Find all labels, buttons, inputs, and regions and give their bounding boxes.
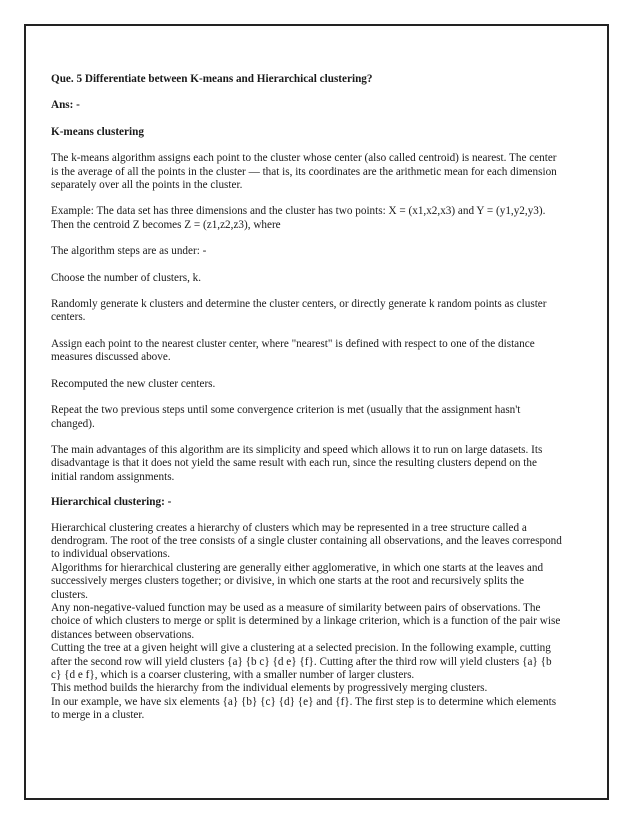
kmeans-heading: K-means clustering	[51, 125, 144, 138]
kmeans-step-2: Randomly generate k clusters and determine the cluster centers, or directly generate k random points as cluster centers.	[51, 298, 547, 324]
answer-label: Ans: -	[51, 99, 80, 112]
question-heading: Que. 5 Differentiate between K-means and Hierarchical clustering?	[51, 73, 373, 85]
hierarchical-paragraph-3: Any non-negative-valued function may be used as a measure of similarity between pairs of observations. The choice of which clusters to merge or split is determined by a linkage criterion, which is a function of the pair wise distances between observations.	[51, 601, 561, 641]
kmeans-step-4: Recomputed the new cluster centers.	[51, 377, 216, 390]
kmeans-advantages-paragraph: The main advantages of this algorithm are its simplicity and speed which allows it to run on large datasets. Its disadvantage is that it does not yield the same result with each run, since the resulting clusters depend on the initial random assignments.	[51, 443, 543, 483]
hierarchical-paragraph-5: This method builds the hierarchy from the individual elements by progressively merging clusters.	[51, 682, 488, 695]
hierarchical-paragraph-4: Cutting the tree at a given height will give a clustering at a selected precision. In the following example, cutting after the second row will yield clusters {a} {b c} {d e} {f}. Cutting after the third row will yield clusters {a} {b c} {d e f}, which is a coarser clustering, with a smaller number of larger clusters.	[51, 642, 552, 681]
kmeans-step-3: Assign each point to the nearest cluster center, where "nearest" is defined with respect to one of the distance measures discussed above.	[51, 337, 535, 364]
hierarchical-paragraph-6: In our example, we have six elements {a} {b} {c} {d} {e} and {f}. The first step is to determine which elements to merge in a cluster.	[51, 695, 557, 722]
kmeans-steps-intro: The algorithm steps are as under: -	[51, 245, 207, 258]
kmeans-intro-paragraph: The k-means algorithm assigns each point to the cluster whose center (also called centroid) is nearest. The center is the average of all the points in the cluster — that is, its coordinates are the arithmetic mean for each dimension separately over all the points in the cluster.	[51, 152, 557, 192]
document-body	[51, 73, 563, 723]
hierarchical-paragraph-1: Hierarchical clustering creates a hierarchy of clusters which may be represented in a tree structure called a dendrogram. The root of the tree consists of a single cluster containing all observations, and the leaves correspond to individual observations.	[51, 521, 562, 561]
kmeans-step-5: Repeat the two previous steps until some convergence criterion is met (usually that the assignment hasn't changed).	[51, 404, 521, 430]
hierarchical-paragraph-2: Algorithms for hierarchical clustering are generally either agglomerative, in which one starts at the leaves and successively merges clusters together; or divisive, in which one starts at the root and recursively splits the clusters.	[51, 561, 544, 601]
hierarchical-heading: Hierarchical clustering: -	[51, 496, 172, 509]
kmeans-example-paragraph: Example: The data set has three dimensions and the cluster has two points: X = (x1,x2,x3) and Y = (y1,y2,y3). Then the centroid Z becomes Z = (z1,z2,z3), where	[51, 205, 546, 231]
kmeans-step-1: Choose the number of clusters, k.	[51, 271, 202, 284]
